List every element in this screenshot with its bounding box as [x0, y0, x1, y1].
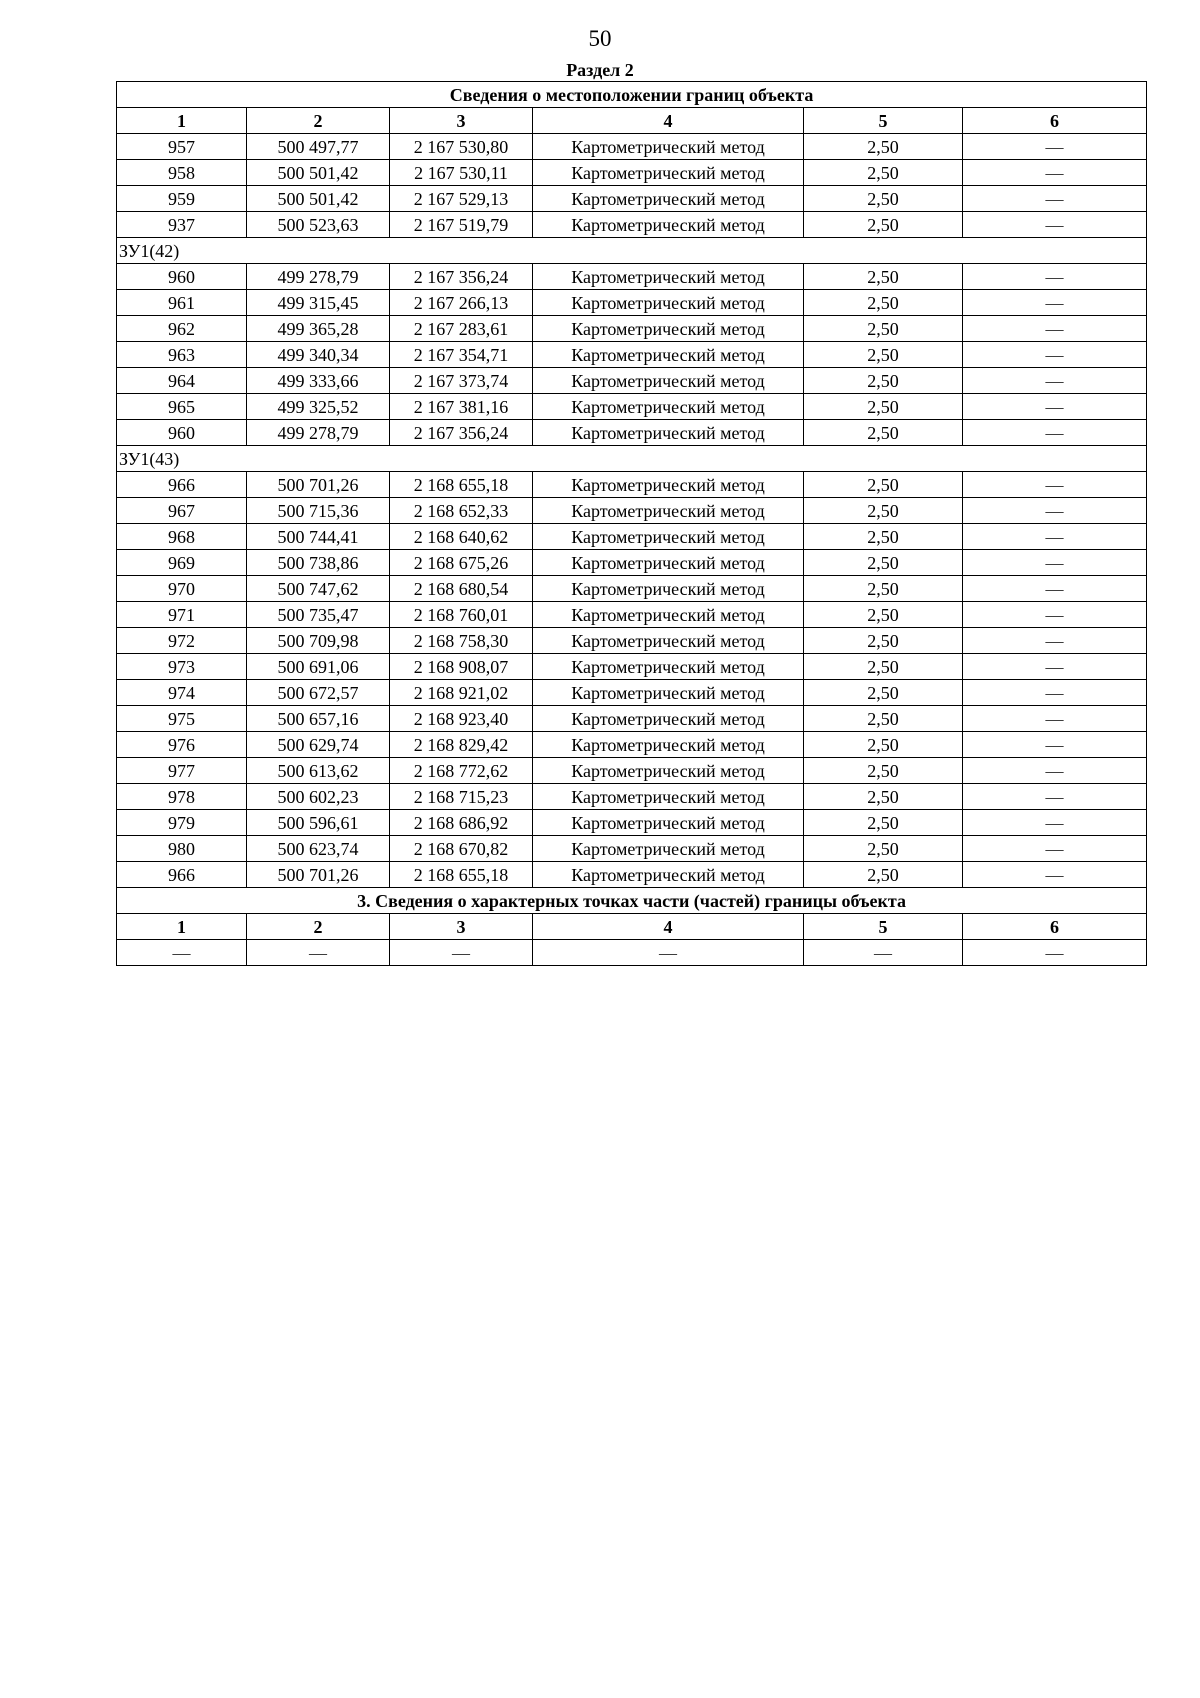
- coord-x: 499 315,45: [247, 290, 390, 316]
- method-cell: Картометрический метод: [533, 264, 804, 290]
- description-cell: —: [963, 550, 1147, 576]
- accuracy-cell: 2,50: [804, 342, 963, 368]
- method-cell: Картометрический метод: [533, 758, 804, 784]
- accuracy-cell: 2,50: [804, 134, 963, 160]
- column-number: 6: [963, 914, 1147, 940]
- table-row: [117, 420, 1147, 446]
- description-cell: —: [963, 316, 1147, 342]
- coord-x: 499 278,79: [247, 420, 390, 446]
- method-cell: Картометрический метод: [533, 602, 804, 628]
- point-number: 968: [117, 524, 247, 550]
- column-numbers-row: [117, 108, 1147, 134]
- point-number: 969: [117, 550, 247, 576]
- coord-y: 2 167 519,79: [390, 212, 533, 238]
- table-row: [117, 368, 1147, 394]
- description-cell: —: [963, 784, 1147, 810]
- coord-x: 500 672,57: [247, 680, 390, 706]
- description-cell: —: [963, 212, 1147, 238]
- coord-y: 2 168 686,92: [390, 810, 533, 836]
- section3-caption: 3. Сведения о характерных точках части (частей) границы объекта: [117, 888, 1147, 914]
- section3-cell: —: [247, 940, 390, 966]
- point-number: 966: [117, 472, 247, 498]
- method-cell: Картометрический метод: [533, 810, 804, 836]
- point-number: 964: [117, 368, 247, 394]
- coord-x: 500 501,42: [247, 186, 390, 212]
- column-number: 5: [804, 914, 963, 940]
- description-cell: —: [963, 602, 1147, 628]
- method-cell: Картометрический метод: [533, 524, 804, 550]
- description-cell: —: [963, 342, 1147, 368]
- group-row: [117, 238, 1147, 264]
- table-row: [117, 394, 1147, 420]
- coord-y: 2 167 530,11: [390, 160, 533, 186]
- section3-cell: —: [533, 940, 804, 966]
- description-cell: —: [963, 628, 1147, 654]
- point-number: 972: [117, 628, 247, 654]
- coord-y: 2 168 760,01: [390, 602, 533, 628]
- coord-x: 500 613,62: [247, 758, 390, 784]
- coord-x: 500 701,26: [247, 472, 390, 498]
- coord-y: 2 167 530,80: [390, 134, 533, 160]
- accuracy-cell: 2,50: [804, 680, 963, 706]
- column-number: 1: [117, 914, 247, 940]
- point-number: 973: [117, 654, 247, 680]
- coord-x: 500 523,63: [247, 212, 390, 238]
- coord-x: 500 596,61: [247, 810, 390, 836]
- point-number: 960: [117, 420, 247, 446]
- coord-x: 500 735,47: [247, 602, 390, 628]
- column-number: 4: [533, 108, 804, 134]
- boundary-table-body: [117, 82, 1147, 966]
- coord-y: 2 168 921,02: [390, 680, 533, 706]
- column-number: 2: [247, 108, 390, 134]
- method-cell: Картометрический метод: [533, 680, 804, 706]
- point-number: 980: [117, 836, 247, 862]
- table-row: [117, 342, 1147, 368]
- section3-cell: —: [804, 940, 963, 966]
- accuracy-cell: 2,50: [804, 160, 963, 186]
- accuracy-cell: 2,50: [804, 550, 963, 576]
- accuracy-cell: 2,50: [804, 524, 963, 550]
- point-number: 958: [117, 160, 247, 186]
- method-cell: Картометрический метод: [533, 628, 804, 654]
- coord-y: 2 167 381,16: [390, 394, 533, 420]
- group-label: ЗУ1(43): [117, 446, 1147, 472]
- accuracy-cell: 2,50: [804, 212, 963, 238]
- section3-cell: —: [390, 940, 533, 966]
- point-number: 937: [117, 212, 247, 238]
- coord-x: 499 325,52: [247, 394, 390, 420]
- coord-y: 2 168 758,30: [390, 628, 533, 654]
- table-row: [117, 576, 1147, 602]
- description-cell: —: [963, 576, 1147, 602]
- description-cell: —: [963, 498, 1147, 524]
- coord-x: 499 278,79: [247, 264, 390, 290]
- point-number: 978: [117, 784, 247, 810]
- table-row: [117, 810, 1147, 836]
- table-row: [117, 758, 1147, 784]
- section3-column-numbers-row: [117, 914, 1147, 940]
- description-cell: —: [963, 160, 1147, 186]
- table-row: [117, 134, 1147, 160]
- method-cell: Картометрический метод: [533, 394, 804, 420]
- accuracy-cell: 2,50: [804, 862, 963, 888]
- coord-y: 2 167 529,13: [390, 186, 533, 212]
- description-cell: —: [963, 290, 1147, 316]
- table-row: [117, 290, 1147, 316]
- description-cell: —: [963, 680, 1147, 706]
- column-number: 1: [117, 108, 247, 134]
- method-cell: Картометрический метод: [533, 784, 804, 810]
- point-number: 962: [117, 316, 247, 342]
- table-row: [117, 602, 1147, 628]
- section3-row: [117, 940, 1147, 966]
- accuracy-cell: 2,50: [804, 576, 963, 602]
- column-number: 3: [390, 108, 533, 134]
- method-cell: Картометрический метод: [533, 134, 804, 160]
- method-cell: Картометрический метод: [533, 186, 804, 212]
- method-cell: Картометрический метод: [533, 290, 804, 316]
- section3-cell: —: [963, 940, 1147, 966]
- coord-x: 499 340,34: [247, 342, 390, 368]
- accuracy-cell: 2,50: [804, 706, 963, 732]
- boundary-table: [116, 81, 1147, 966]
- table-row: [117, 316, 1147, 342]
- coord-y: 2 168 655,18: [390, 472, 533, 498]
- description-cell: —: [963, 264, 1147, 290]
- accuracy-cell: 2,50: [804, 628, 963, 654]
- method-cell: Картометрический метод: [533, 576, 804, 602]
- method-cell: Картометрический метод: [533, 862, 804, 888]
- section-title: Раздел 2: [566, 60, 634, 80]
- table-row: [117, 524, 1147, 550]
- table-row: [117, 498, 1147, 524]
- coord-y: 2 168 715,23: [390, 784, 533, 810]
- method-cell: Картометрический метод: [533, 732, 804, 758]
- table-row: [117, 212, 1147, 238]
- point-number: 977: [117, 758, 247, 784]
- method-cell: Картометрический метод: [533, 836, 804, 862]
- coord-y: 2 168 923,40: [390, 706, 533, 732]
- description-cell: —: [963, 186, 1147, 212]
- method-cell: Картометрический метод: [533, 368, 804, 394]
- coord-y: 2 168 908,07: [390, 654, 533, 680]
- table-row: [117, 784, 1147, 810]
- table-caption-row: [117, 82, 1147, 108]
- coord-y: 2 168 652,33: [390, 498, 533, 524]
- coord-y: 2 168 829,42: [390, 732, 533, 758]
- description-cell: —: [963, 472, 1147, 498]
- coord-x: 500 744,41: [247, 524, 390, 550]
- coord-x: 500 629,74: [247, 732, 390, 758]
- point-number: 979: [117, 810, 247, 836]
- table-row: [117, 862, 1147, 888]
- accuracy-cell: 2,50: [804, 368, 963, 394]
- method-cell: Картометрический метод: [533, 160, 804, 186]
- coord-x: 500 501,42: [247, 160, 390, 186]
- description-cell: —: [963, 862, 1147, 888]
- point-number: 967: [117, 498, 247, 524]
- column-number: 4: [533, 914, 804, 940]
- coord-x: 500 701,26: [247, 862, 390, 888]
- method-cell: Картометрический метод: [533, 420, 804, 446]
- accuracy-cell: 2,50: [804, 420, 963, 446]
- method-cell: Картометрический метод: [533, 498, 804, 524]
- table-row: [117, 160, 1147, 186]
- column-number: 5: [804, 108, 963, 134]
- table-row: [117, 654, 1147, 680]
- coord-x: 500 738,86: [247, 550, 390, 576]
- point-number: 970: [117, 576, 247, 602]
- coord-x: 500 715,36: [247, 498, 390, 524]
- group-label: ЗУ1(42): [117, 238, 1147, 264]
- description-cell: —: [963, 706, 1147, 732]
- coord-x: 500 623,74: [247, 836, 390, 862]
- method-cell: Картометрический метод: [533, 316, 804, 342]
- description-cell: —: [963, 134, 1147, 160]
- coord-x: 499 365,28: [247, 316, 390, 342]
- method-cell: Картометрический метод: [533, 342, 804, 368]
- coord-y: 2 168 655,18: [390, 862, 533, 888]
- section3-caption-row: [117, 888, 1147, 914]
- method-cell: Картометрический метод: [533, 706, 804, 732]
- table-row: [117, 680, 1147, 706]
- point-number: 965: [117, 394, 247, 420]
- accuracy-cell: 2,50: [804, 836, 963, 862]
- accuracy-cell: 2,50: [804, 784, 963, 810]
- description-cell: —: [963, 394, 1147, 420]
- column-number: 2: [247, 914, 390, 940]
- description-cell: —: [963, 810, 1147, 836]
- coord-y: 2 168 670,82: [390, 836, 533, 862]
- accuracy-cell: 2,50: [804, 732, 963, 758]
- point-number: 976: [117, 732, 247, 758]
- point-number: 961: [117, 290, 247, 316]
- coord-y: 2 168 680,54: [390, 576, 533, 602]
- coord-y: 2 168 772,62: [390, 758, 533, 784]
- coord-y: 2 167 283,61: [390, 316, 533, 342]
- point-number: 975: [117, 706, 247, 732]
- point-number: 974: [117, 680, 247, 706]
- accuracy-cell: 2,50: [804, 264, 963, 290]
- accuracy-cell: 2,50: [804, 810, 963, 836]
- coord-y: 2 168 675,26: [390, 550, 533, 576]
- coord-x: 500 709,98: [247, 628, 390, 654]
- coord-y: 2 168 640,62: [390, 524, 533, 550]
- accuracy-cell: 2,50: [804, 654, 963, 680]
- description-cell: —: [963, 758, 1147, 784]
- accuracy-cell: 2,50: [804, 498, 963, 524]
- accuracy-cell: 2,50: [804, 602, 963, 628]
- page-number: 50: [588, 26, 612, 51]
- accuracy-cell: 2,50: [804, 394, 963, 420]
- accuracy-cell: 2,50: [804, 186, 963, 212]
- section3-cell: —: [117, 940, 247, 966]
- point-number: 959: [117, 186, 247, 212]
- coord-x: 499 333,66: [247, 368, 390, 394]
- table-row: [117, 550, 1147, 576]
- point-number: 971: [117, 602, 247, 628]
- description-cell: —: [963, 654, 1147, 680]
- coord-x: 500 691,06: [247, 654, 390, 680]
- method-cell: Картометрический метод: [533, 472, 804, 498]
- coord-y: 2 167 356,24: [390, 264, 533, 290]
- point-number: 960: [117, 264, 247, 290]
- description-cell: —: [963, 420, 1147, 446]
- table-caption: Сведения о местоположении границ объекта: [117, 82, 1147, 108]
- method-cell: Картометрический метод: [533, 212, 804, 238]
- coord-x: 500 497,77: [247, 134, 390, 160]
- table-row: [117, 264, 1147, 290]
- method-cell: Картометрический метод: [533, 550, 804, 576]
- description-cell: —: [963, 368, 1147, 394]
- description-cell: —: [963, 836, 1147, 862]
- coord-x: 500 657,16: [247, 706, 390, 732]
- column-number: 3: [390, 914, 533, 940]
- table-row: [117, 836, 1147, 862]
- table-row: [117, 472, 1147, 498]
- description-cell: —: [963, 732, 1147, 758]
- accuracy-cell: 2,50: [804, 290, 963, 316]
- accuracy-cell: 2,50: [804, 472, 963, 498]
- point-number: 957: [117, 134, 247, 160]
- column-number: 6: [963, 108, 1147, 134]
- group-row: [117, 446, 1147, 472]
- accuracy-cell: 2,50: [804, 758, 963, 784]
- table-row: [117, 706, 1147, 732]
- table-row: [117, 732, 1147, 758]
- coord-x: 500 602,23: [247, 784, 390, 810]
- table-row: [117, 628, 1147, 654]
- coord-x: 500 747,62: [247, 576, 390, 602]
- coord-y: 2 167 354,71: [390, 342, 533, 368]
- table-row: [117, 186, 1147, 212]
- point-number: 966: [117, 862, 247, 888]
- method-cell: Картометрический метод: [533, 654, 804, 680]
- coord-y: 2 167 373,74: [390, 368, 533, 394]
- accuracy-cell: 2,50: [804, 316, 963, 342]
- coord-y: 2 167 266,13: [390, 290, 533, 316]
- point-number: 963: [117, 342, 247, 368]
- description-cell: —: [963, 524, 1147, 550]
- coord-y: 2 167 356,24: [390, 420, 533, 446]
